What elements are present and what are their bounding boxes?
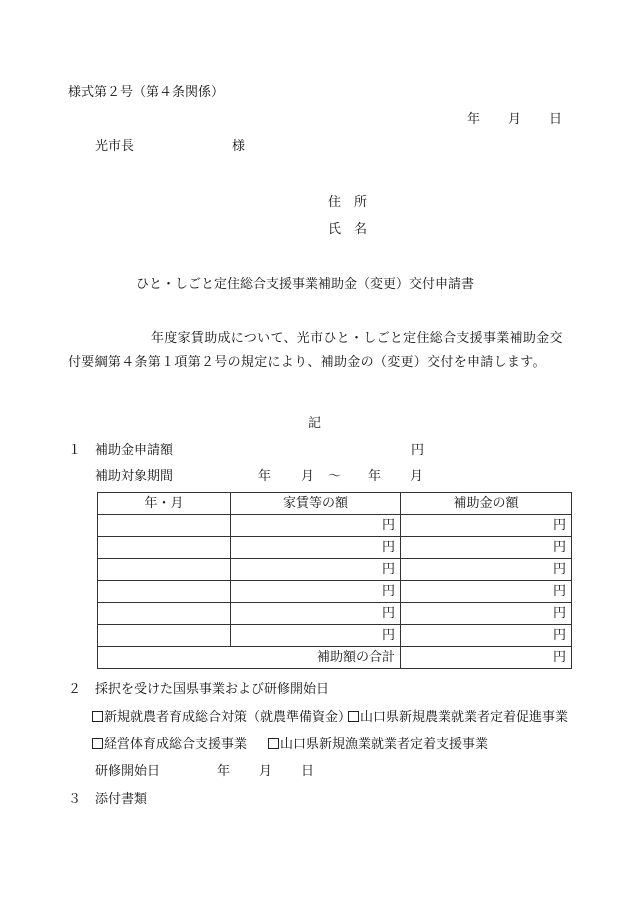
option-label: 山口県新規漁業就業者定着支援事業 — [280, 737, 489, 752]
header-subsidy: 補助金の額 — [401, 493, 572, 515]
date-month: 月 — [508, 112, 522, 127]
cell-rent[interactable]: 円 — [231, 515, 401, 537]
cell-year-month[interactable] — [98, 537, 231, 559]
cell-subsidy[interactable]: 円 — [401, 603, 572, 625]
document-title: ひと・しごと定住総合支援事業補助金（変更）交付申請書 — [136, 277, 475, 292]
table-row — [98, 559, 572, 581]
cell-rent[interactable]: 円 — [231, 625, 401, 647]
section1-number: １ — [68, 443, 82, 458]
table-row — [98, 625, 572, 647]
start-date-label: 研修開始日 — [95, 764, 161, 779]
start-year: 年 — [217, 764, 231, 779]
amount-yen: 円 — [411, 443, 425, 458]
address-label: 住 所 — [328, 195, 368, 210]
table-row — [98, 515, 572, 537]
total-label: 補助額の合計 — [98, 647, 401, 669]
addressee-honorific: 様 — [232, 139, 246, 154]
amount-label: 補助金申請額 — [95, 443, 174, 458]
table-row — [98, 581, 572, 603]
cell-rent[interactable]: 円 — [231, 559, 401, 581]
cell-year-month[interactable] — [98, 581, 231, 603]
name-label: 氏 名 — [328, 222, 368, 237]
header-rent: 家賃等の額 — [231, 493, 401, 515]
cell-subsidy[interactable]: 円 — [401, 581, 572, 603]
cell-subsidy[interactable]: 円 — [401, 625, 572, 647]
cell-subsidy[interactable]: 円 — [401, 537, 572, 559]
cell-subsidy[interactable]: 円 — [401, 559, 572, 581]
start-month: 月 — [259, 764, 273, 779]
option-yamaguchi-fishery[interactable] — [268, 737, 488, 753]
option-yamaguchi-agri[interactable] — [348, 710, 568, 726]
cell-year-month[interactable] — [98, 603, 231, 625]
option-label: 山口県新規農業就業者定着促進事業 — [360, 710, 569, 725]
form-label: 様式第２号（第４条関係） — [68, 85, 225, 100]
cell-rent[interactable]: 円 — [231, 603, 401, 625]
period-year-start: 年 — [258, 469, 272, 484]
date-year: 年 — [467, 112, 481, 127]
subsidy-table — [97, 492, 572, 669]
table-row — [98, 603, 572, 625]
cell-year-month[interactable] — [98, 515, 231, 537]
section2-heading: 採択を受けた国県事業および研修開始日 — [95, 682, 330, 697]
checkbox[interactable] — [268, 738, 279, 749]
section3-heading: 添付書類 — [95, 792, 148, 807]
total-amount[interactable]: 円 — [401, 647, 572, 669]
period-label: 補助対象期間 — [95, 469, 174, 484]
ki-marker: 記 — [308, 416, 322, 431]
checkbox[interactable] — [92, 711, 103, 722]
option-management[interactable] — [92, 737, 247, 753]
section3-number: ３ — [68, 792, 82, 807]
option-label: 経営体育成総合支援事業 — [104, 737, 248, 752]
period-year-end: 年 — [368, 469, 382, 484]
checkbox[interactable] — [92, 738, 103, 749]
cell-rent[interactable]: 円 — [231, 581, 401, 603]
cell-year-month[interactable] — [98, 625, 231, 647]
table-row — [98, 537, 572, 559]
cell-subsidy[interactable]: 円 — [401, 515, 572, 537]
period-month-end: 月 — [410, 469, 424, 484]
checkbox[interactable] — [348, 711, 359, 722]
table-header-row — [98, 493, 572, 515]
header-year-month: 年・月 — [98, 493, 231, 515]
section2-number: ２ — [68, 682, 82, 697]
start-day: 日 — [301, 764, 315, 779]
period-tilde: ～ — [328, 469, 342, 484]
date-day: 日 — [549, 112, 563, 127]
cell-rent[interactable]: 円 — [231, 537, 401, 559]
cell-year-month[interactable] — [98, 559, 231, 581]
option-new-farmer[interactable] — [92, 710, 351, 726]
table-total-row — [98, 647, 572, 669]
body-paragraph: 年度家賃助成について、光市ひと・しごと定住総合支援事業補助金交付要綱第４条第１項第２号の規定により、補助金の（変更）交付を申請します。 — [68, 331, 563, 370]
period-month-start: 月 — [301, 469, 315, 484]
option-label: 新規就農者育成総合対策（就農準備資金） — [104, 710, 352, 725]
addressee-city: 光市長 — [95, 139, 135, 154]
